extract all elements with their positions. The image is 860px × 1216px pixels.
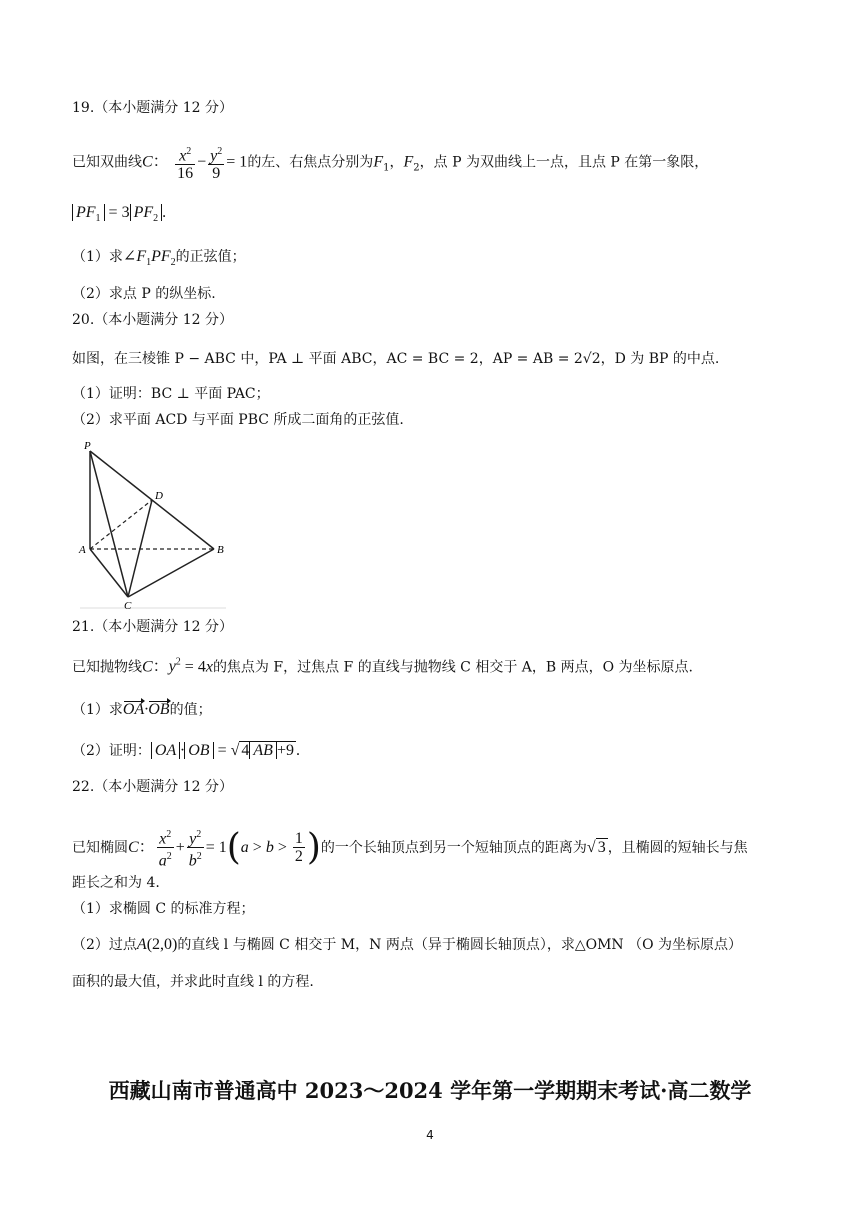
q19-after-eq: 的左、右焦点分别为	[247, 154, 374, 171]
fraction-y2-9: $\frac{y^2}{9}$	[208, 143, 224, 182]
q19-condition: $PF_1 = 3$ $PF_2$ .	[72, 203, 166, 229]
label-d: D	[155, 490, 163, 502]
q20-title: 20.（本小题满分 12 分）	[72, 312, 233, 328]
q22-part2-suffix: 的直线 l 与椭圆 C 相交于 M，N 两点（异于椭圆长轴顶点），求△OMN （O 为坐标原点）	[177, 937, 743, 953]
q19-title: 19.（本小题满分 12 分）	[72, 100, 233, 116]
q21-line1-suffix: 的焦点为 F，过焦点 F 的直线与抛物线 C 相交于 A，B 两点，O 为坐标原点.	[212, 659, 694, 676]
q20-part1: （1）证明：BC ⊥ 平面 PAC；	[72, 386, 270, 402]
q22-line1-suffix: ，且椭圆的短轴长与焦	[607, 839, 748, 856]
q22-part2: （2）过点A(2,0)的直线 l 与椭圆 C 相交于 M，N 两点（异于椭圆长轴顶点），求△OMN （O 为坐标原点）	[72, 936, 743, 953]
q21-part2: （2）证明： OA · OB = √ 4 AB +9 .	[72, 742, 300, 759]
q19-part2: （2）求点 P 的纵坐标.	[72, 286, 216, 302]
label-a: A	[79, 544, 86, 556]
q22-title: 22.（本小题满分 12 分）	[72, 779, 233, 795]
q19-statement: 已知双曲线C： $\frac{x^2}{16}$ − $\frac{y^2}{9}$ = 1的左、右焦点分别为$F_1$，$F_2$，点 P 为双曲线上一点，且点 P 在第一象限，	[72, 143, 708, 182]
q19-part1: （1）求$\angle F_1PF_2$的正弦值；	[72, 248, 246, 269]
f2-symbol: F	[403, 153, 414, 171]
q21-line1-prefix: 已知抛物线	[72, 659, 142, 676]
fraction-x2-16: $\frac{x^2}{16}$	[175, 143, 195, 182]
q19-intro: 已知双曲线	[72, 154, 142, 171]
q22-part2-prefix: （2）过点	[72, 937, 137, 953]
q22-part1: （1）求椭圆 C 的标准方程；	[72, 901, 255, 917]
q19-part1-suffix: 的正弦值；	[175, 249, 246, 265]
q19-after-foci: ，点 P 为双曲线上一点，且点 P 在第一象限，	[419, 154, 709, 171]
condition-math: $PF_1 = 3$ $PF_2$	[72, 204, 162, 221]
q21-part1: （1）求OA·OB的值；	[72, 701, 212, 718]
edge-ad-hidden	[90, 500, 152, 549]
f1-symbol: F	[373, 153, 384, 171]
q21-part1-suffix: 的值；	[169, 702, 212, 718]
label-b: B	[217, 544, 224, 556]
page-number: 4	[426, 1128, 434, 1142]
tetrahedron-figure	[78, 437, 228, 612]
q21-line1: 已知抛物线C：$y^2 = 4x$的焦点为 F，过焦点 F 的直线与抛物线 C 相交于 A，B 两点，O 为坐标原点.	[72, 657, 694, 676]
label-c: C	[124, 600, 132, 612]
q22-line1-prefix: 已知椭圆	[72, 839, 128, 856]
edge-pc	[90, 451, 128, 597]
label-p: P	[84, 440, 91, 452]
q20-line1: 如图，在三棱锥 P − ABC 中，PA ⊥ 平面 ABC，AC = BC = 2，AP = AB = 2√2，D 为 BP 的中点.	[72, 351, 720, 367]
q22-line2: 距长之和为 4.	[72, 875, 160, 891]
q20-part2: （2）求平面 ACD 与平面 PBC 所成二面角的正弦值.	[72, 412, 404, 428]
q21-title: 21.（本小题满分 12 分）	[72, 619, 233, 635]
q22-part2-line2: 面积的最大值，并求此时直线 l 的方程.	[72, 974, 314, 990]
q19-part1-prefix: （1）求	[72, 249, 123, 265]
q22-line1: 已知椭圆C： $\frac{x^2}{a^2}$ + $\frac{y^2}{b^2}$ = 1(a > b > $\frac{1}{2}$ )的一个长轴顶点到另一个短轴顶点的距离为√ 3 ，且椭圆的短轴长与焦	[72, 826, 748, 870]
exam-title-footer: 西藏山南市普通高中 2023～2024 学年第一学期期末考试·高二数学	[108, 1078, 752, 1103]
q22-line1-mid: 的一个长轴顶点到另一个短轴顶点的距离为	[320, 839, 587, 856]
q21-part1-prefix: （1）求	[72, 702, 123, 718]
curve-var: C	[142, 153, 153, 171]
edge-cb	[128, 549, 214, 597]
q21-part2-prefix: （2）证明：	[72, 743, 151, 759]
